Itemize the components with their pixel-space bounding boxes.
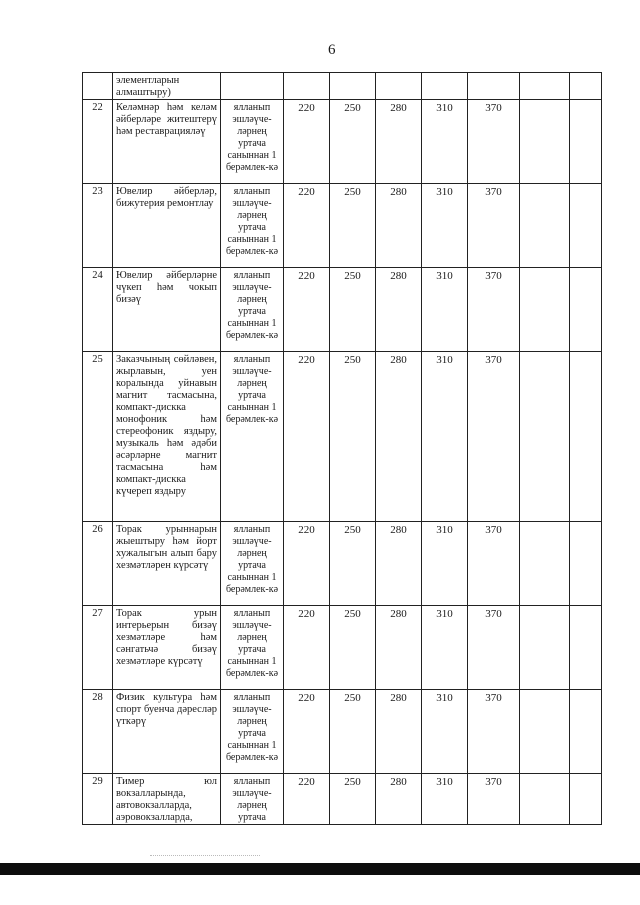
value-cell: 220 [284,100,330,184]
value-cell: 220 [284,774,330,825]
value-cell: 370 [468,522,520,606]
empty-cell [570,100,602,184]
value-cell: 250 [330,774,376,825]
value-cell: 220 [284,352,330,522]
empty-cell [570,522,602,606]
row-number-cell: 28 [83,690,113,774]
empty-cell [570,606,602,690]
row-number-cell [83,73,113,100]
service-cell: Физик культура һәм спорт буенча дәресләр үткәрү [113,690,221,774]
unit-cell: ялланып эшләүче-ләрнең уртача саныннан 1 берәмлек-кә [221,606,284,690]
unit-cell: ялланып эшләүче-ләрнең уртача саныннан 1 берәмлек-кә [221,184,284,268]
unit-cell: ялланып эшләүче-ләрнең уртача саныннан 1 берәмлек-кә [221,690,284,774]
value-cell: 250 [330,184,376,268]
value-cell: 310 [422,774,468,825]
value-cell: 310 [422,184,468,268]
table-row [83,184,602,268]
service-cell: Ювелир әйберләр, бижутерия ремонтлау [113,184,221,268]
empty-cell [520,606,570,690]
row-number-cell: 24 [83,268,113,352]
table-row [83,690,602,774]
service-cell: Торак урыннарын жыештыру һәм йорт хужалыгын алып бару хезмәтләрен күрсәтү [113,522,221,606]
value-cell [330,73,376,100]
service-cell: Заказчының сөйләвен, жырлавын, уен коралында уйнавын магнит тасмасына, компакт-дискка монофоник һәм стереофоник яздыру, музыкаль һәм әдәби әсәрләрне магнит тасмасына һәм компакт-дискка күчереп яздыру [113,352,221,522]
row-number-cell: 22 [83,100,113,184]
service-cell: Келәмнәр һәм келәм әйберләре житештерү һәм реставрацияләү [113,100,221,184]
scan-artifact-line [150,855,260,856]
value-cell: 280 [376,690,422,774]
unit-cell: ялланып эшләүче-ләрнең уртача саныннан 1 берәмлек-кә [221,352,284,522]
table-row [83,522,602,606]
empty-cell [570,184,602,268]
table-row [83,606,602,690]
value-cell [376,73,422,100]
value-cell: 370 [468,690,520,774]
empty-cell [520,100,570,184]
empty-cell [570,268,602,352]
value-cell: 310 [422,606,468,690]
value-cell: 310 [422,352,468,522]
empty-cell [520,352,570,522]
value-cell: 370 [468,606,520,690]
table-row [83,352,602,522]
value-cell: 310 [422,690,468,774]
value-cell [422,73,468,100]
unit-cell: ялланып эшләүче-ләрнең уртача саныннан 1 берәмлек-кә [221,268,284,352]
empty-cell [520,268,570,352]
value-cell: 250 [330,690,376,774]
empty-cell [520,522,570,606]
unit-cell: ялланып эшләүче-ләрнең уртача саныннан 1 берәмлек-кә [221,522,284,606]
table-row [83,268,602,352]
row-number-cell: 25 [83,352,113,522]
value-cell: 220 [284,522,330,606]
value-cell: 280 [376,100,422,184]
value-cell: 220 [284,268,330,352]
empty-cell [520,690,570,774]
value-cell: 280 [376,268,422,352]
value-cell: 370 [468,352,520,522]
unit-cell: ялланып эшләүче-ләрнең уртача [221,774,284,825]
unit-cell: ялланып эшләүче-ләрнең уртача саныннан 1 берәмлек-кә [221,100,284,184]
row-number-cell: 29 [83,774,113,825]
table-row [83,100,602,184]
row-number-cell: 27 [83,606,113,690]
value-cell: 250 [330,522,376,606]
value-cell: 310 [422,100,468,184]
value-cell: 250 [330,268,376,352]
empty-cell [570,690,602,774]
page-number: 6 [328,42,336,58]
value-cell: 310 [422,268,468,352]
value-cell: 280 [376,774,422,825]
empty-cell [520,774,570,825]
value-cell: 250 [330,100,376,184]
value-cell: 370 [468,774,520,825]
empty-cell [570,774,602,825]
row-number-cell: 26 [83,522,113,606]
service-cell: Торак урын интерьерын бизәү хезмәтләре һәм сәнгатьчә бизәү хезмәтләре күрсәтү [113,606,221,690]
table-body [83,73,602,825]
value-cell: 280 [376,606,422,690]
tariff-table [82,72,602,825]
value-cell: 280 [376,352,422,522]
unit-cell [221,73,284,100]
value-cell [284,73,330,100]
value-cell: 250 [330,352,376,522]
empty-cell [570,352,602,522]
table-row [83,774,602,825]
value-cell: 220 [284,690,330,774]
empty-cell [520,184,570,268]
service-cell: Тимер юл вокзалларында, автовокзалларда, аэровокзалларда, [113,774,221,825]
value-cell: 220 [284,184,330,268]
value-cell: 250 [330,606,376,690]
value-cell: 280 [376,522,422,606]
value-cell: 370 [468,268,520,352]
empty-cell [570,73,602,100]
value-cell: 220 [284,606,330,690]
value-cell: 280 [376,184,422,268]
scan-bottom-border [0,863,640,875]
value-cell: 370 [468,184,520,268]
table-row-continuation [83,73,602,100]
service-cell: элементларын алмаштыру) [113,73,221,100]
value-cell: 370 [468,100,520,184]
empty-cell [520,73,570,100]
service-cell: Ювелир әйберләрне чүкеп һәм чокып бизәү [113,268,221,352]
value-cell [468,73,520,100]
row-number-cell: 23 [83,184,113,268]
value-cell: 310 [422,522,468,606]
